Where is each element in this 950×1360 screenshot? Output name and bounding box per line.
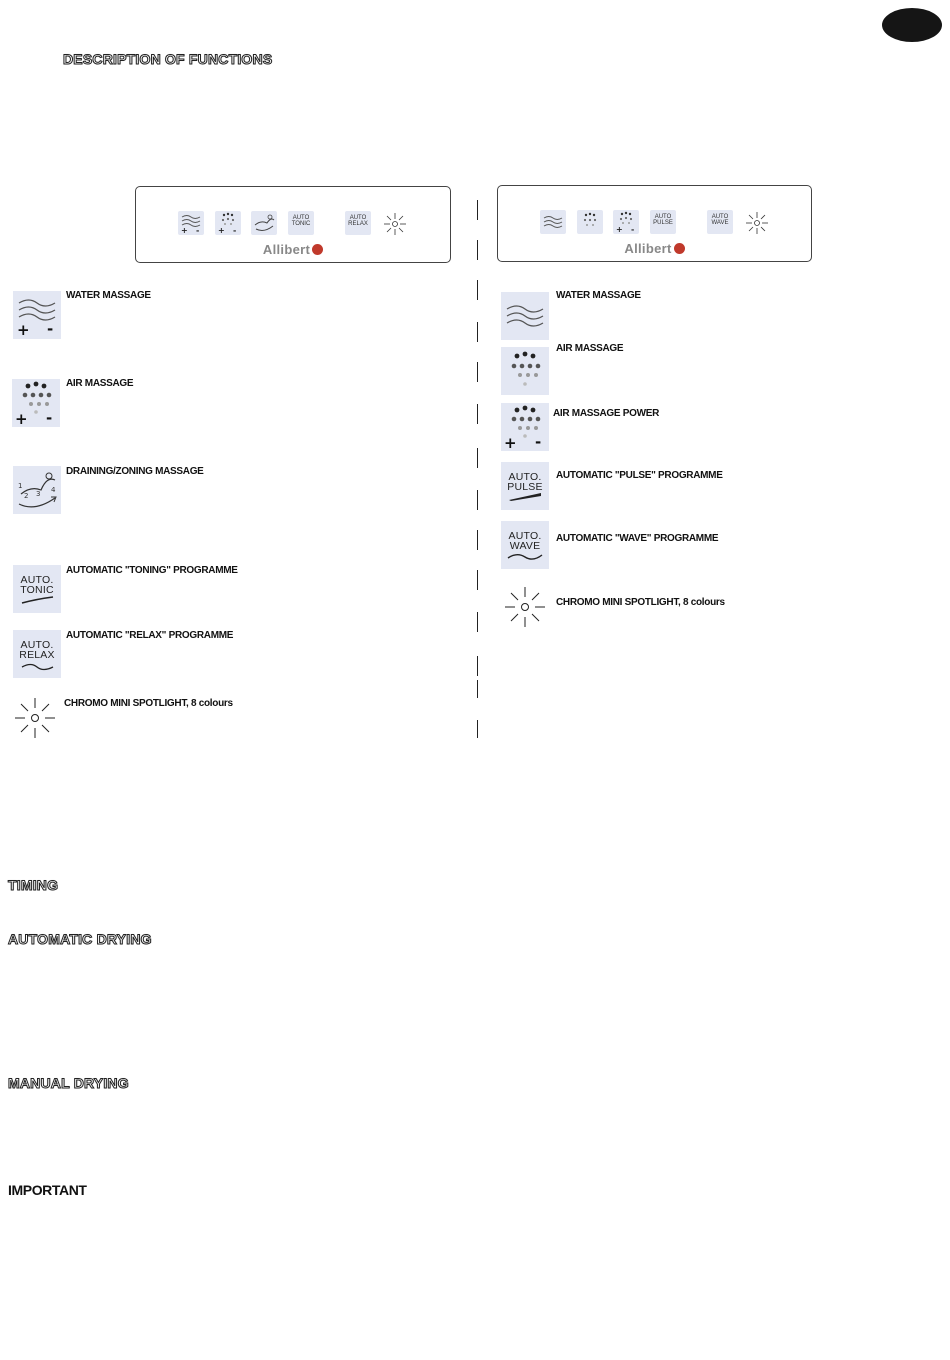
svg-text:2: 2 bbox=[24, 492, 29, 500]
svg-text:+: + bbox=[218, 226, 225, 235]
svg-text:1: 1 bbox=[18, 482, 23, 490]
panel-button-chromo-spotlight[interactable] bbox=[382, 211, 408, 237]
panel-button-draining-zoning[interactable] bbox=[251, 211, 277, 235]
column-divider bbox=[477, 200, 478, 220]
control-panel-left bbox=[135, 186, 451, 263]
svg-text:-: - bbox=[46, 409, 53, 427]
svg-text:-: - bbox=[47, 320, 54, 338]
allibert-logo: Allibert bbox=[136, 242, 450, 257]
function-label-auto-pulse: AUTOMATIC "PULSE" PROGRAMME bbox=[556, 470, 723, 481]
auto-tonic-icon bbox=[13, 565, 61, 613]
auto-tonic-text1: AUTO. bbox=[20, 574, 54, 586]
function-label-auto-toning: AUTOMATIC "TONING" PROGRAMME bbox=[66, 565, 238, 576]
svg-text:-: - bbox=[196, 226, 200, 235]
svg-text:+: + bbox=[504, 434, 517, 451]
svg-text:-: - bbox=[631, 225, 635, 234]
panel-button-auto-tonic[interactable] bbox=[288, 211, 314, 235]
air-massage-icon bbox=[577, 210, 603, 234]
chromo-spotlight-icon bbox=[13, 696, 57, 740]
column-divider bbox=[477, 570, 478, 590]
svg-text:-: - bbox=[535, 433, 542, 451]
auto-relax-icon bbox=[13, 630, 61, 678]
auto-tonic-line2: TONIC bbox=[291, 221, 311, 227]
auto-relax-line2: RELAX bbox=[348, 221, 368, 227]
svg-text:+: + bbox=[181, 226, 188, 235]
panel-button-auto-wave[interactable] bbox=[707, 210, 733, 234]
function-label-water-massage: WATER MASSAGE bbox=[556, 290, 641, 301]
auto-pulse-line1: AUTO bbox=[654, 214, 672, 220]
function-label-water-massage: WATER MASSAGE bbox=[66, 290, 151, 301]
auto-wave-line1: AUTO bbox=[711, 214, 729, 220]
allibert-logo: Allibert bbox=[498, 241, 811, 256]
air-massage-plus-minus-icon bbox=[215, 211, 241, 235]
control-panel-right bbox=[497, 185, 812, 262]
auto-pulse-line2: PULSE bbox=[653, 220, 673, 226]
panel-button-air-massage[interactable] bbox=[577, 210, 603, 234]
auto-wave-icon bbox=[501, 521, 549, 569]
panel-button-water-massage[interactable] bbox=[178, 211, 204, 235]
function-label-draining-zoning: DRAINING/ZONING MASSAGE bbox=[66, 466, 204, 477]
panel-button-water-massage[interactable] bbox=[540, 210, 566, 234]
function-label-chromo-spotlight: CHROMO MINI SPOTLIGHT, 8 colours bbox=[64, 698, 233, 709]
svg-text:-: - bbox=[233, 226, 237, 235]
panel-button-auto-pulse[interactable] bbox=[650, 210, 676, 234]
function-label-auto-relax: AUTOMATIC "RELAX" PROGRAMME bbox=[66, 630, 234, 641]
function-label-air-massage: AIR MASSAGE bbox=[66, 378, 134, 389]
air-massage-plus-minus-icon bbox=[12, 379, 60, 427]
auto-relax-line1: AUTO bbox=[349, 215, 367, 221]
water-massage-icon bbox=[540, 210, 566, 234]
column-divider bbox=[477, 404, 478, 424]
water-massage-plus-minus-icon bbox=[178, 211, 204, 235]
draining-zoning-icon bbox=[251, 211, 277, 235]
section-heading-timing: TIMING bbox=[8, 877, 59, 893]
svg-text:4: 4 bbox=[51, 486, 56, 494]
auto-relax-text1: AUTO. bbox=[20, 639, 54, 651]
auto-tonic-text2: TONIC bbox=[20, 584, 54, 596]
auto-wave-text1: AUTO. bbox=[508, 530, 542, 542]
auto-pulse-text1: AUTO. bbox=[508, 471, 542, 483]
function-label-auto-wave: AUTOMATIC "WAVE" PROGRAMME bbox=[556, 533, 719, 544]
section-heading-automatic-drying: AUTOMATIC DRYING bbox=[8, 931, 152, 947]
function-label-air-massage-power: AIR MASSAGE POWER bbox=[553, 408, 660, 419]
auto-pulse-text2: PULSE bbox=[507, 481, 543, 493]
air-massage-power-icon bbox=[501, 403, 549, 451]
column-divider bbox=[477, 720, 478, 738]
chromo-spotlight-icon bbox=[382, 211, 408, 237]
function-label-chromo-spotlight: CHROMO MINI SPOTLIGHT, 8 colours bbox=[556, 597, 725, 608]
column-divider bbox=[477, 656, 478, 676]
auto-pulse-icon bbox=[501, 462, 549, 510]
column-divider bbox=[477, 490, 478, 510]
column-divider bbox=[477, 362, 478, 382]
svg-text:+: + bbox=[616, 225, 623, 234]
function-label-air-massage: AIR MASSAGE bbox=[556, 343, 624, 354]
auto-tonic-line1: AUTO bbox=[292, 215, 310, 221]
auto-relax-text2: RELAX bbox=[19, 649, 55, 661]
svg-text:+: + bbox=[17, 321, 30, 339]
language-badge bbox=[882, 8, 942, 42]
water-massage-icon bbox=[501, 292, 549, 340]
column-divider bbox=[477, 280, 478, 300]
column-divider bbox=[477, 680, 478, 698]
panel-button-air-massage[interactable] bbox=[215, 211, 241, 235]
section-heading-manual-drying: MANUAL DRYING bbox=[8, 1075, 129, 1091]
panel-button-air-massage-power[interactable] bbox=[613, 210, 639, 234]
water-massage-plus-minus-icon bbox=[13, 291, 61, 339]
column-divider bbox=[477, 530, 478, 550]
draining-zoning-icon bbox=[13, 466, 61, 514]
auto-wave-icon bbox=[707, 214, 733, 226]
chromo-spotlight-icon bbox=[503, 585, 547, 629]
auto-tonic-icon bbox=[288, 215, 314, 227]
column-divider bbox=[477, 240, 478, 260]
auto-wave-text2: WAVE bbox=[509, 540, 541, 552]
panel-button-auto-relax[interactable] bbox=[345, 211, 371, 235]
auto-pulse-icon bbox=[650, 214, 676, 226]
auto-relax-icon bbox=[345, 215, 371, 227]
svg-text:3: 3 bbox=[36, 490, 41, 498]
column-divider bbox=[477, 322, 478, 342]
auto-wave-line2: WAVE bbox=[711, 220, 729, 226]
section-heading-important: IMPORTANT bbox=[8, 1182, 87, 1198]
svg-text:+: + bbox=[15, 410, 28, 427]
air-massage-power-icon bbox=[613, 210, 639, 234]
chromo-spotlight-icon bbox=[744, 210, 770, 236]
column-divider bbox=[477, 448, 478, 468]
air-massage-icon bbox=[501, 347, 549, 395]
page-title: DESCRIPTION OF FUNCTIONS bbox=[63, 51, 273, 67]
panel-button-chromo-spotlight[interactable] bbox=[744, 210, 770, 236]
column-divider bbox=[477, 612, 478, 632]
